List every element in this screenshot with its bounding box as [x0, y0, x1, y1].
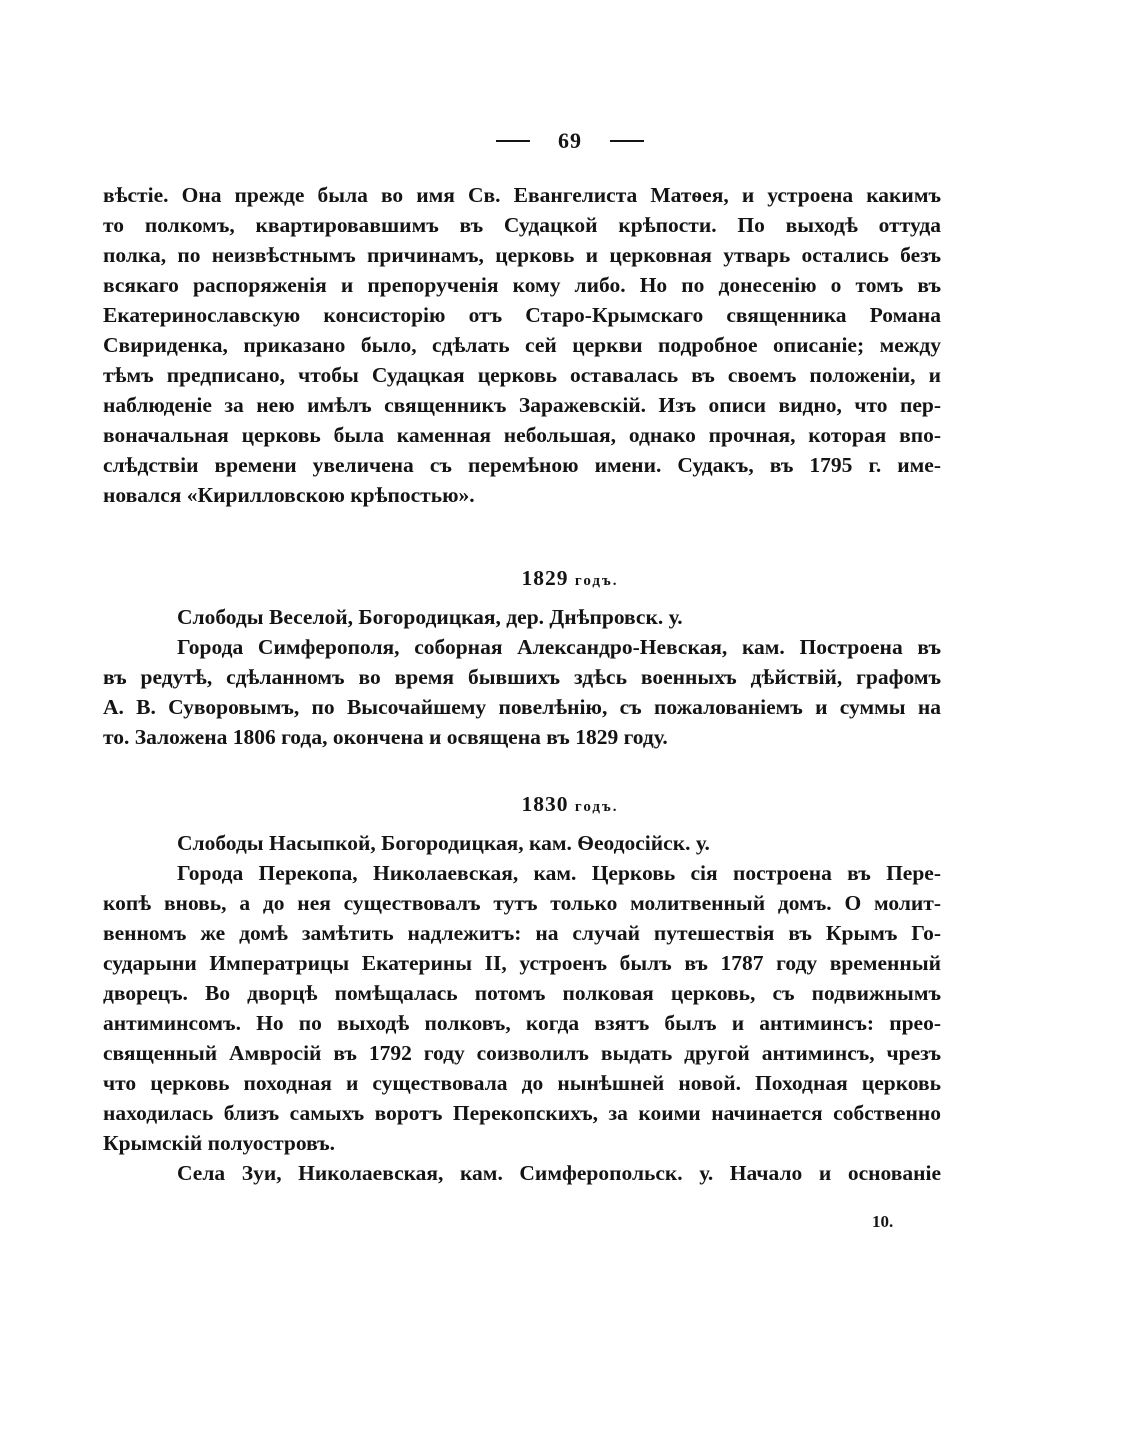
text-line: Слободы Веселой, Богородицкая, дер. Днѣпровск. у.	[177, 605, 683, 629]
page-header	[0, 128, 1140, 154]
dash-left	[496, 140, 530, 142]
text-line: то полкомъ, квартировавшимъ въ Судацкой крѣпости. По выходѣ оттуда	[103, 213, 941, 237]
text-line: Села Зуи, Николаевская, кам. Симферопольск. у. Начало и основаніе	[177, 1161, 941, 1185]
text-line: Екатеринославскую консисторію отъ Старо-Крымскаго священника Романа	[103, 303, 941, 327]
text-line: въ редутѣ, сдѣланномъ во время бывшихъ здѣсь военныхъ дѣйствій, графомъ	[103, 665, 941, 689]
section-heading-1829	[0, 566, 1140, 591]
text-line: антиминсомъ. Но по выходѣ полковъ, когда взятъ былъ и антиминсъ: прео-	[103, 1011, 941, 1035]
text-line: всякаго распоряженія и препорученія кому либо. Но по донесенію о томъ въ	[103, 273, 941, 297]
text-line: венномъ же домѣ замѣтить надлежитъ: на случай путешествія въ Крымъ Го-	[103, 921, 941, 945]
heading-year: 1829	[521, 566, 569, 590]
section-1829-body	[103, 602, 941, 752]
text-line: дворецъ. Во дворцѣ помѣщалась потомъ полковая церковь, съ подвижнымъ	[103, 981, 941, 1005]
text-line: тѣмъ предписано, чтобы Судацкая церковь оставалась въ своемъ положеніи, и	[103, 363, 941, 387]
text-line: Города Перекопа, Николаевская, кам. Церковь сія построена въ Пере-	[177, 861, 941, 885]
text-line: что церковь походная и существовала до нынѣшней новой. Походная церковь	[103, 1071, 941, 1095]
text-line: полка, по неизвѣстнымъ причинамъ, церковь и церковная утварь остались безъ	[103, 243, 941, 267]
text-line: священный Амвросій въ 1792 году соизволилъ выдать другой антиминсъ, чрезъ	[103, 1041, 941, 1065]
text-line: сударыни Императрицы Екатерины II, устроенъ былъ въ 1787 году временный	[103, 951, 941, 975]
text-line: Города Симферополя, соборная Александро-Невская, кам. Построена въ	[177, 635, 941, 659]
text-line: Крымскій полуостровъ.	[103, 1131, 336, 1155]
heading-year: 1830	[521, 792, 569, 816]
text-line: воначальная церковь была каменная небольшая, однако прочная, которая впо-	[103, 423, 941, 447]
text-line: вѣстіе. Она прежде была во имя Св. Евангелиста Матѳея, и устроена какимъ	[103, 183, 941, 207]
text-line: А. В. Суворовымъ, по Высочайшему повелѣнію, съ пожалованіемъ и суммы на	[103, 695, 941, 719]
text-line: новался «Кирилловскою крѣпостью».	[103, 483, 475, 507]
text-line: Свириденка, приказано было, сдѣлать сей церкви подробное описаніе; между	[103, 333, 941, 357]
dash-right	[610, 140, 644, 142]
text-line: наблюденіе за нею имѣлъ священникъ Заражевскій. Изъ описи видно, что пер-	[103, 393, 941, 417]
signature-mark: 10.	[872, 1212, 894, 1231]
text-line: то. Заложена 1806 года, окончена и освящена въ 1829 году.	[103, 725, 668, 749]
text-line: находилась близъ самыхъ воротъ Перекопскихъ, за коими начинается собственно	[103, 1101, 941, 1125]
section-heading-1830	[0, 792, 1140, 817]
text-line: Слободы Насыпкой, Богородицкая, кам. Ѳеодосійск. у.	[177, 831, 710, 855]
text-line: копѣ вновь, а до нея существовалъ тутъ только молитвенный домъ. О молит-	[103, 891, 941, 915]
text-line: слѣдствіи времени увеличена съ перемѣною имени. Судакъ, въ 1795 г. име-	[103, 453, 941, 477]
intro-paragraph	[103, 180, 941, 510]
heading-word: годъ.	[574, 573, 619, 589]
heading-word: годъ.	[574, 799, 619, 815]
section-1830-body	[103, 828, 941, 1188]
page-number: 69	[558, 128, 582, 153]
